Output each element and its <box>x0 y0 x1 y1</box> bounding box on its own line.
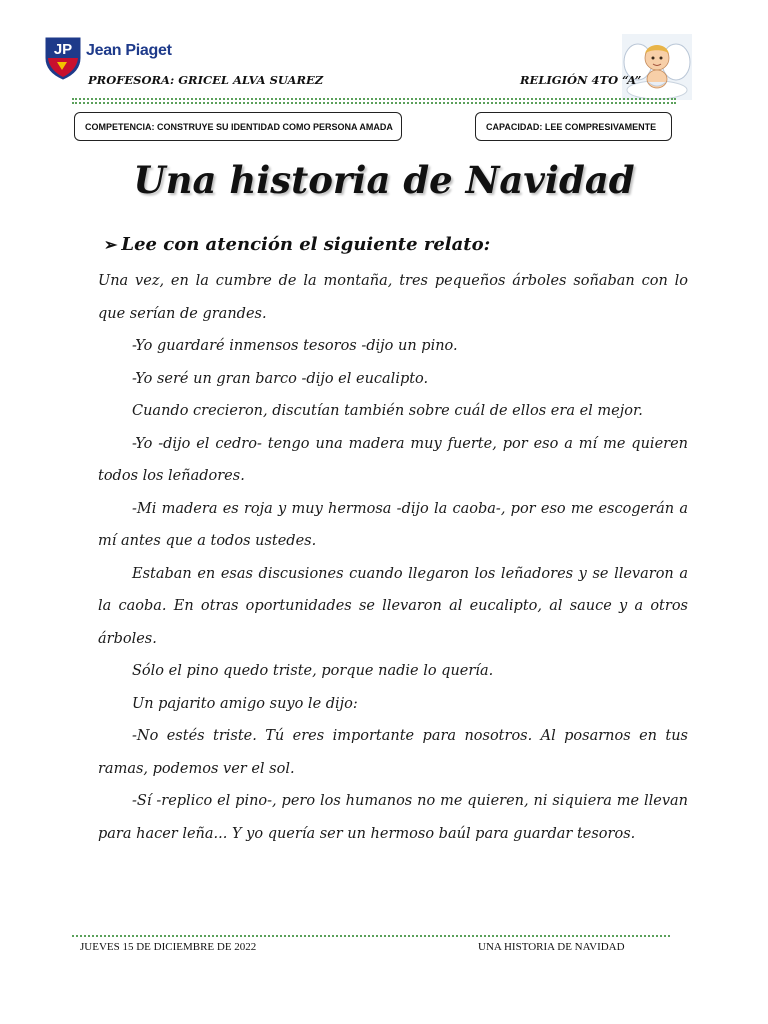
logo-letters: JP <box>53 41 73 58</box>
instruction-text: Lee con atención el siguiente relato: <box>121 234 491 255</box>
story-paragraph: -No estés triste. Tú eres importante para nosotros. Al posarnos en tus ramas, podemos ver el sol. <box>98 728 688 777</box>
capacidad-text: CAPACIDAD: LEE COMPRESIVAMENTE <box>486 121 657 132</box>
story-paragraph: Un pajarito amigo suyo le dijo: <box>132 695 358 712</box>
arrow-bullet-icon: ➢ <box>104 235 118 254</box>
capacidad-box <box>475 112 672 141</box>
header-divider <box>72 98 676 100</box>
story-paragraph: -Yo seré un gran barco -dijo el eucalipto. <box>132 370 429 387</box>
story-paragraph: Una vez, en la cumbre de la montaña, tres pequeños árboles soñaban con lo que serían de grandes. <box>98 273 688 322</box>
competencia-text: COMPETENCIA: CONSTRUYE SU IDENTIDAD COMO PERSONA AMADA <box>85 121 393 132</box>
header-divider-second <box>72 102 676 104</box>
school-name: Jean Piaget <box>86 42 172 59</box>
story-paragraph: -Yo guardaré inmensos tesoros -dijo un pino. <box>132 338 458 354</box>
story-paragraph: -Yo -dijo el cedro- tengo una madera muy fuerte, por eso a mí me quieren todos los leñadores. <box>98 435 688 484</box>
story-paragraph: -Mi madera es roja y muy hermosa -dijo la caoba-, por eso me escogerán a mí antes que a todos ustedes. <box>98 500 688 549</box>
course-label: RELIGIÓN 4TO “A” <box>520 73 642 87</box>
footer-divider <box>72 935 670 937</box>
angel-illustration-icon <box>622 34 692 100</box>
footer-date: JUEVES 15 DE DICIEMBRE DE 2022 <box>80 941 257 953</box>
instruction-heading <box>104 234 490 255</box>
page-title: Una historia de Navidad <box>133 158 635 202</box>
story-body <box>98 265 688 850</box>
story-paragraph: Estaban en esas discusiones cuando llegaron los leñadores y se llevaron a la caoba. En otras oportunidades se llevaron al eucalipto, al sauce y a otros árboles. <box>98 565 688 647</box>
story-paragraph: -Sí -replico el pino-, pero los humanos no me quieren, ni siquiera me llevan para hacer leña... Y yo quería ser un hermoso baúl para guardar tesoros. <box>98 793 688 842</box>
story-paragraph: Cuando crecieron, discutían también sobre cuál de ellos era el mejor. <box>132 403 643 419</box>
teacher-name: PROFESORA: GRICEL ALVA SUAREZ <box>88 73 324 87</box>
footer-doc-title: UNA HISTORIA DE NAVIDAD <box>478 941 625 953</box>
school-shield-icon <box>44 36 82 80</box>
competencia-box <box>74 112 402 141</box>
story-paragraph: Sólo el pino quedo triste, porque nadie lo quería. <box>132 663 494 679</box>
